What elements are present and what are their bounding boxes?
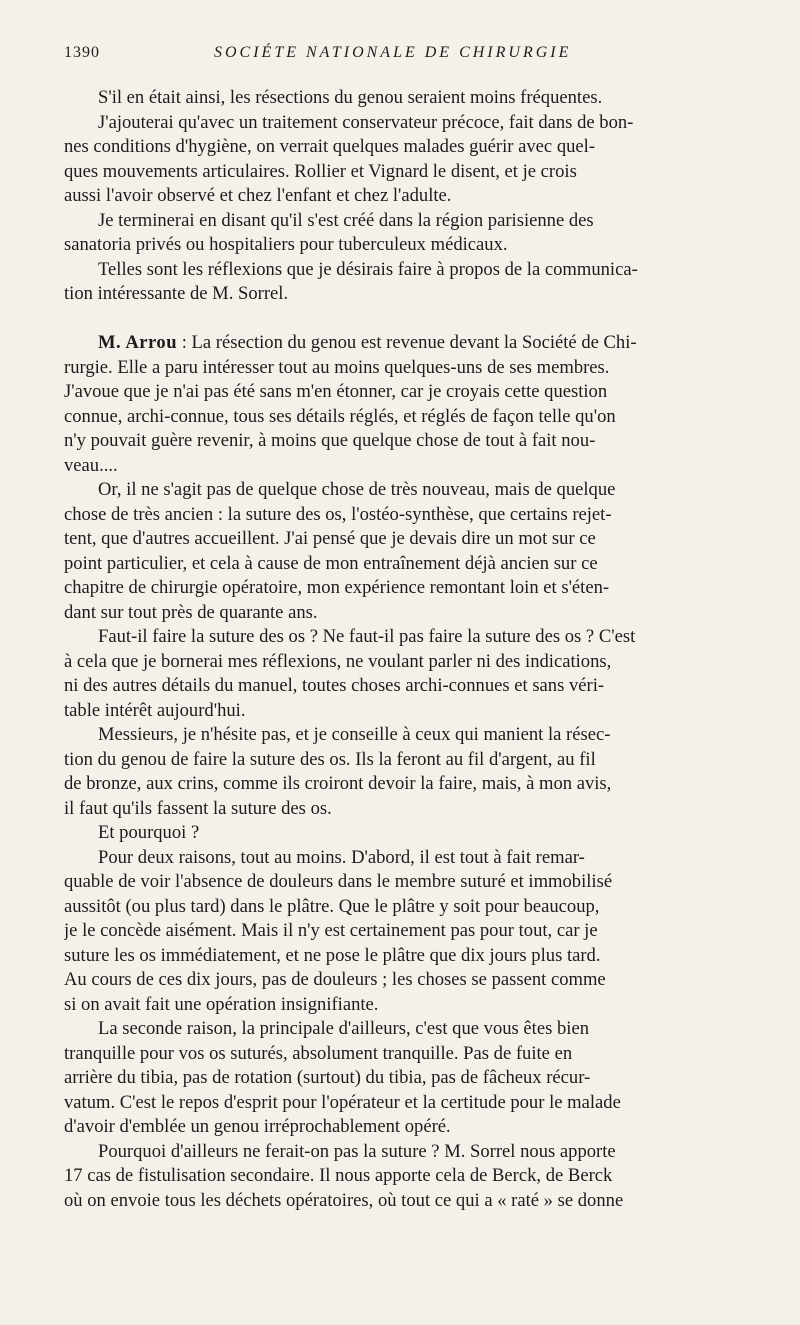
paragraph-line: La seconde raison, la principale d'ailleurs, c'est que vous êtes bien xyxy=(98,1018,590,1039)
paragraph-line: Messieurs, je n'hésite pas, et je conseille à ceux qui manient la résec- xyxy=(98,724,611,745)
paragraph-line: tent, que d'autres accueillent. J'ai pensé que je devais dire un mot sur ce xyxy=(64,528,596,549)
paragraph-line: quable de voir l'absence de douleurs dans le membre suturé et immobilisé xyxy=(64,871,613,892)
paragraph-line: Je terminerai en disant qu'il s'est créé dans la région parisienne des xyxy=(98,209,594,231)
paragraph-line: S'il en était ainsi, les résections du genou seraient moins fréquentes. xyxy=(98,87,603,108)
paragraph-line: aussitôt (ou plus tard) dans le plâtre. Que le plâtre y soit pour beaucoup, xyxy=(64,895,600,917)
paragraph-line: connue, archi-connue, tous ses détails réglés, et réglés de façon telle qu'on xyxy=(64,405,616,427)
paragraph-line: 17 cas de fistulisation secondaire. Il nous apporte cela de Berck, de Berck xyxy=(64,1165,613,1186)
paragraph-line: tion du genou de faire la suture des os. Ils la feront au fil d'argent, au fil xyxy=(64,748,596,770)
paragraph-line: nes conditions d'hygiène, on verrait quelques malades guérir avec quel- xyxy=(64,136,596,157)
paragraph-line: d'avoir d'emblée un genou irréprochablement opéré. xyxy=(64,1116,451,1137)
running-title: SOCIÉTE NATIONALE DE CHIRURGIE xyxy=(214,44,572,61)
speaker-name: M. Arrou xyxy=(98,332,178,353)
paragraph-line: table intérêt aujourd'hui. xyxy=(64,699,246,721)
paragraph-line: Pourquoi d'ailleurs ne ferait-on pas la suture ? M. Sorrel nous apporte xyxy=(98,1140,616,1162)
paragraph-line: il faut qu'ils fassent la suture des os. xyxy=(64,797,332,819)
paragraph-line: n'y pouvait guère revenir, à moins que quelque chose de tout à fait nou- xyxy=(64,430,596,451)
paragraph-line: ni des autres détails du manuel, toutes choses archi-connues et sans véri- xyxy=(64,675,605,696)
paragraph-line: aussi l'avoir observé et chez l'enfant et chez l'adulte. xyxy=(64,185,452,206)
paragraph-line: de bronze, aux crins, comme ils croiront devoir la faire, mais, à mon avis, xyxy=(64,773,612,794)
speaker-line-text: : La résection du genou est revenue devant la Société de Chi- xyxy=(177,332,637,353)
paragraph-line: suture les os immédiatement, et ne pose le plâtre que dix jours plus tard. xyxy=(64,944,601,966)
paragraph-line: vatum. C'est le repos d'esprit pour l'opérateur et la certitude pour le malade xyxy=(64,1091,621,1113)
paragraph-line: ques mouvements articulaires. Rollier et Vignard le disent, et je crois xyxy=(64,160,577,182)
paragraph-line: tion intéressante de M. Sorrel. xyxy=(64,283,289,304)
paragraph-line: rurgie. Elle a paru intéresser tout au moins quelques-uns de ses membres. xyxy=(64,356,610,378)
paragraph-line: Telles sont les réflexions que je désirais faire à propos de la communica- xyxy=(98,258,638,280)
body-text xyxy=(64,86,764,1213)
paragraph-line: je le concède aisément. Mais il n'y est certainement pas pour tout, car je xyxy=(64,920,598,941)
paragraph-line: J'ajouterai qu'avec un traitement conservateur précoce, fait dans de bon- xyxy=(98,111,634,133)
paragraph-line: J'avoue que je n'ai pas été sans m'en étonner, car je croyais cette question xyxy=(64,381,608,402)
paragraph-line: tranquille pour vos os suturés, absolument tranquille. Pas de fuite en xyxy=(64,1042,573,1064)
paragraph-line: chose de très ancien : la suture des os, l'ostéo-synthèse, que certains rejet- xyxy=(64,503,612,525)
paragraph-line: si on avait fait une opération insignifiante. xyxy=(64,993,379,1015)
paragraph-line: Pour deux raisons, tout au moins. D'abord, il est tout à fait remar- xyxy=(98,846,585,868)
paragraph-line: sanatoria privés ou hospitaliers pour tuberculeux médicaux. xyxy=(64,234,508,255)
paragraph-line: Or, il ne s'agit pas de quelque chose de très nouveau, mais de quelque xyxy=(98,479,616,500)
paragraph-line: où on envoie tous les déchets opératoires, où tout ce qui a « raté » se donne xyxy=(64,1189,624,1211)
paragraph-line: chapitre de chirurgie opératoire, mon expérience remontant loin et s'éten- xyxy=(64,577,610,598)
paragraph-line: Et pourquoi ? xyxy=(98,822,200,843)
page-number: 1390 xyxy=(64,44,100,61)
paragraph-line: point particulier, et cela à cause de mon entraînement déjà ancien sur ce xyxy=(64,552,598,574)
paragraph-line: dant sur tout près de quarante ans. xyxy=(64,601,318,623)
section-gap xyxy=(64,307,764,332)
paragraph-line: à cela que je bornerai mes réflexions, ne voulant parler ni des indications, xyxy=(64,650,612,672)
paragraph-line: veau.... xyxy=(64,454,118,476)
paragraph-line: arrière du tibia, pas de rotation (surtout) du tibia, pas de fâcheux récur- xyxy=(64,1067,591,1088)
paragraph-line: Faut-il faire la suture des os ? Ne faut-il pas faire la suture des os ? C'est xyxy=(98,626,636,647)
speaker-line xyxy=(64,331,764,356)
paragraph-line: Au cours de ces dix jours, pas de douleurs ; les choses se passent comme xyxy=(64,969,606,990)
page-header xyxy=(64,44,764,68)
